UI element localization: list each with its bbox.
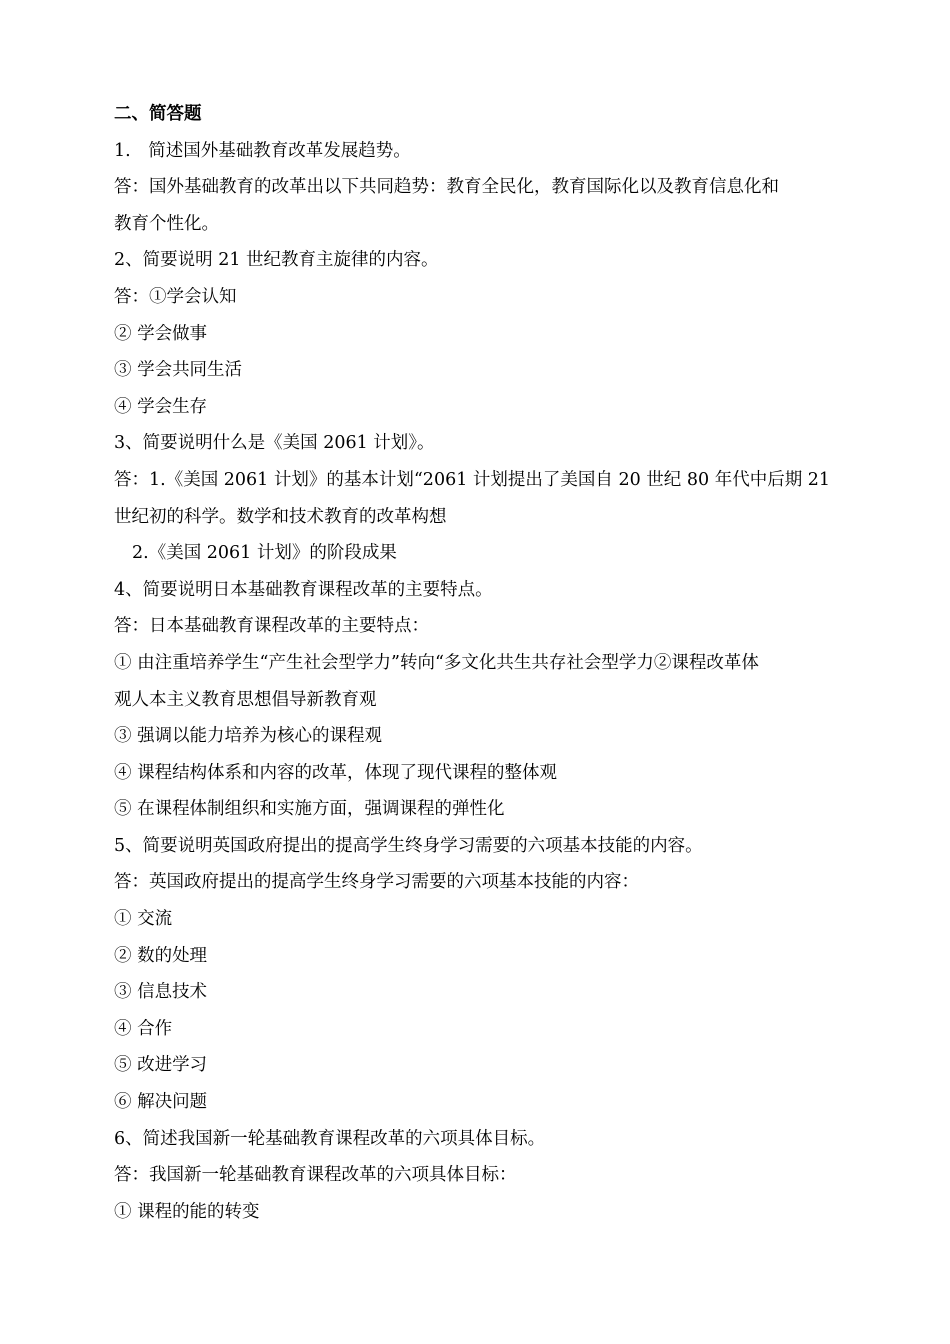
text-line: 答：国外基础教育的改革出以下共同趋势：教育全民化，教育国际化以及教育信息化和: [114, 177, 779, 198]
text-line: 5、简要说明英国政府提出的提高学生终身学习需要的六项基本技能的内容。: [114, 835, 703, 856]
text-line: ② 学会做事: [114, 323, 208, 344]
document-body: [114, 96, 864, 1230]
text-line: 答：①学会认知: [114, 286, 237, 307]
text-line: 答：1.《美国 2061 计划》的基本计划“2061 计划提出了美国自 20 世纪 80 年代中后期 21: [114, 469, 831, 490]
text-line: ① 课程的能的转变: [114, 1201, 260, 1222]
text-line: ② 数的处理: [114, 945, 208, 966]
text-line: ⑥ 解决问题: [114, 1092, 208, 1113]
text-line: 2.《美国 2061 计划》的阶段成果: [132, 543, 397, 564]
text-line: ① 由注重培养学生“产生社会型学力”转向“多文化共生共存社会型学力②课程改革体: [114, 652, 759, 673]
text-line: 答：英国政府提出的提高学生终身学习需要的六项基本技能的内容：: [114, 872, 639, 893]
text-line: ③ 信息技术: [114, 982, 208, 1003]
text-line: ③ 强调以能力培养为核心的课程观: [114, 726, 383, 747]
text-line: 教育个性化。: [114, 213, 219, 234]
text-line: 答：我国新一轮基础教育课程改革的六项具体目标：: [114, 1165, 517, 1186]
text-line: ⑤ 在课程体制组织和实施方面，强调课程的弹性化: [114, 799, 505, 820]
text-line: 观人本主义教育思想倡导新教育观: [114, 689, 377, 710]
text-line: ④ 课程结构体系和内容的改革，体现了现代课程的整体观: [114, 762, 558, 783]
document-lines: [114, 133, 864, 1231]
text-line: ④ 学会生存: [114, 396, 208, 417]
section-title: 二、简答题: [114, 104, 202, 124]
text-line: ③ 学会共同生活: [114, 360, 243, 381]
text-line: ④ 合作: [114, 1018, 173, 1039]
text-line: 2、简要说明 21 世纪教育主旋律的内容。: [114, 250, 439, 271]
text-line: 6、简述我国新一轮基础教育课程改革的六项具体目标。: [114, 1128, 546, 1149]
text-line: ⑤ 改进学习: [114, 1055, 208, 1076]
text-line: ① 交流: [114, 909, 173, 930]
text-line: 4、简要说明日本基础教育课程改革的主要特点。: [114, 579, 493, 600]
text-line: 答：日本基础教育课程改革的主要特点：: [114, 616, 429, 637]
text-line: 世纪初的科学。数学和技术教育的改革构想: [114, 506, 447, 527]
text-line: 1. 简述国外基础教育改革发展趋势。: [114, 140, 411, 161]
text-line: 3、简要说明什么是《美国 2061 计划》。: [114, 433, 435, 454]
